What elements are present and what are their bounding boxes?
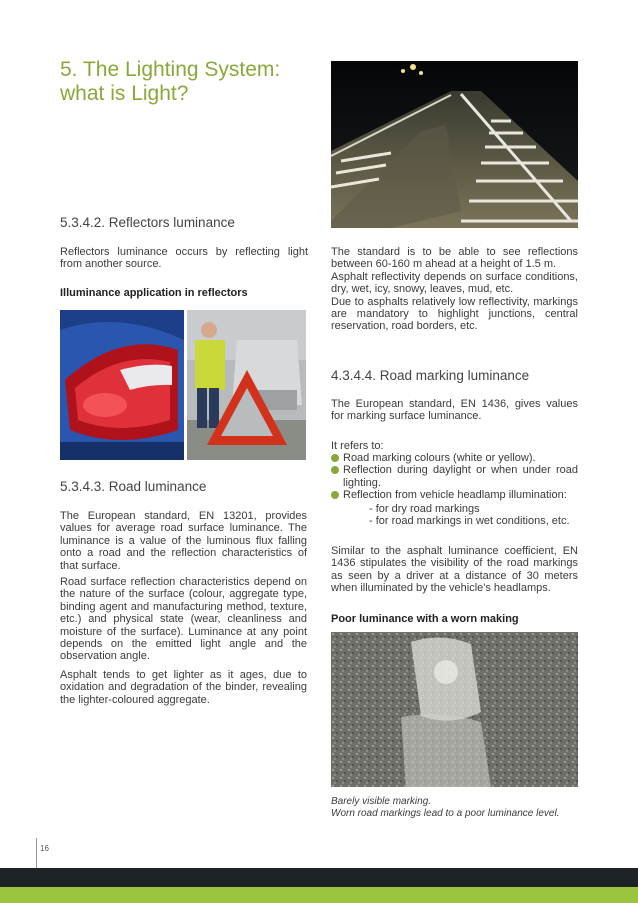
road-marking-paragraph-1: The European standard, EN 1436, gives values for marking surface luminance. [331, 398, 578, 423]
refers-bullet-list [331, 452, 578, 502]
standard-paragraph-1: The standard is to be able to see reflections between 60-160 m ahead at a height of 1.5 m. [331, 246, 578, 271]
list-item: Reflection during daylight or when under road lighting. [331, 464, 578, 489]
tail-light-photo [60, 310, 184, 460]
page-number: 16 [40, 844, 49, 853]
sub-item-wet: - for road markings in wet conditions, etc. [369, 515, 570, 528]
bullet-dot-icon [331, 466, 339, 474]
standard-paragraph-3: Due to asphalts relatively low reflectivity, markings are mandatory to highlight junctions, central reservation, road borders, etc. [331, 295, 578, 333]
road-luminance-paragraph-2: Road surface reflection characteristics depend on the nature of the surface (colour, aggregate type, binding agent and manufacturing method, texture, etc.) and physical state (wear, cleanliness and moisture of the surface). Luminance at any point depends on the emitted light angle and the observation angle. [60, 576, 307, 663]
caption-line-1: Barely visible marking. [331, 796, 432, 807]
road-marking-paragraph-2: Similar to the asphalt luminance coefficient, EN 1436 stipulates the visibility of the road markings as seen by a driver at a distance of 30 meters when illuminated by the vehicle's headlamps. [331, 545, 578, 595]
poor-luminance-bold-label: Poor luminance with a worn making [331, 613, 519, 625]
worn-marking-photo [331, 632, 578, 787]
standard-paragraphs [331, 246, 578, 333]
reflectors-paragraph: Reflectors luminance occurs by reflecting light from another source. [60, 246, 308, 271]
refers-to-label: It refers to: [331, 440, 384, 452]
list-item: Road marking colours (white or yellow). [331, 452, 578, 464]
warning-triangle-photo [187, 310, 306, 460]
footer-dark-band [0, 868, 638, 887]
page-title-line-2: what is Light? [60, 82, 189, 105]
road-luminance-paragraph-1: The European standard, EN 13201, provides values for average road surface luminance. The luminance is a value of the luminous flux falling onto a road and the reflection characteristics of that surface. [60, 510, 307, 572]
page-title [60, 58, 320, 106]
page-title-line-1: 5. The Lighting System: [60, 58, 281, 81]
section-heading-road-marking: 4.3.4.4. Road marking luminance [331, 368, 530, 383]
bullet-dot-icon [331, 491, 339, 499]
caption-line-2: Worn road markings lead to a poor luminance level. [331, 808, 560, 819]
headlamp-sub-list [331, 503, 578, 528]
night-road-photo [331, 61, 578, 228]
bullet-dot-icon [331, 454, 339, 462]
footer-green-band [0, 887, 638, 903]
illuminance-bold-label: Illuminance application in reflectors [60, 287, 248, 299]
list-item: Reflection from vehicle headlamp illumination: [331, 489, 578, 501]
road-luminance-paragraph-3: Asphalt tends to get lighter as it ages, due to oxidation and degradation of the binder, revealing the lighter-coloured aggregate. [60, 669, 307, 706]
sub-item-dry: - for dry road markings [369, 503, 480, 515]
worn-marking-caption [331, 796, 581, 820]
standard-paragraph-2: Asphalt reflectivity depends on surface conditions, dry, wet, icy, snowy, leaves, mud, etc. [331, 270, 578, 296]
section-heading-reflectors: 5.3.4.2. Reflectors luminance [60, 215, 235, 230]
page-number-divider [36, 838, 37, 868]
section-heading-road-luminance: 5.3.4.3. Road luminance [60, 479, 207, 494]
